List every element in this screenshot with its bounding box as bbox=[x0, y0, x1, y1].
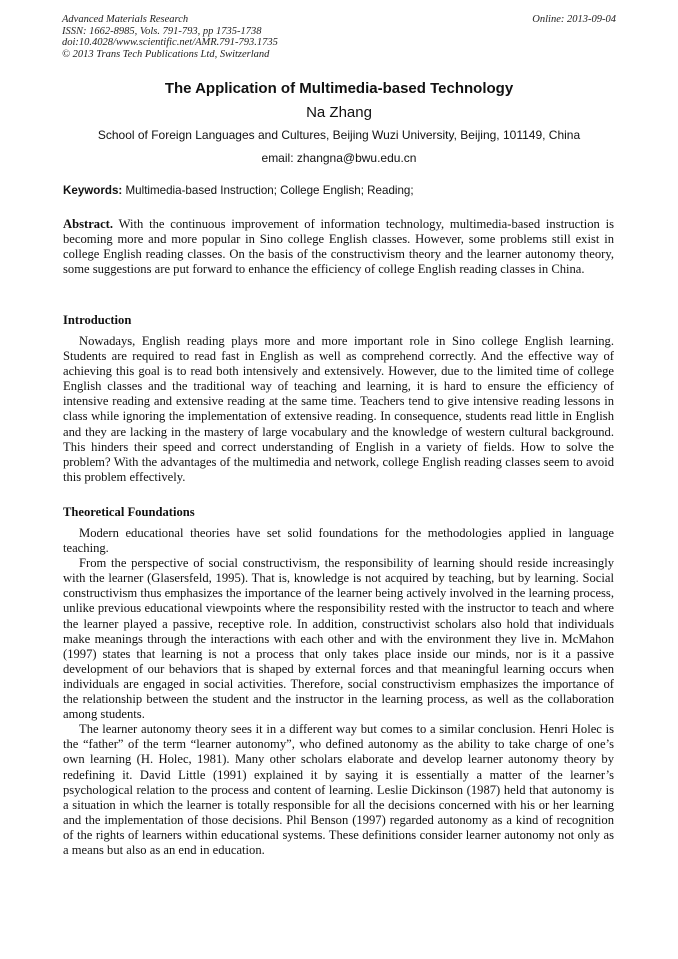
introduction-paragraph: Nowadays, English reading plays more and more important role in Sino college English learning. Students are required to read fast in English as well as comprehend correctly. And the effective way of achieving this goal is to read both intensively and extensively. However, due to the limited time of college English classes and the traditional way of teaching and learning, it is hard to ensure the efficiency of intensive reading and extensive reading at the same time. Teachers tend to give intensive reading lessons in class while ignoring the implementation of extensive reading. In consequence, students read little in English and they are lacking in the mastery of large vocabulary and the knowledge of western cultural background. This hinders their speed and correct understanding of English in a variety of fields. How to solve the problem? With the advantages of the multimedia and network, college English reading classes seem to avoid this problem effectively. bbox=[63, 334, 614, 484]
online-date: Online: 2013-09-04 bbox=[532, 14, 616, 25]
theory-paragraph-2: From the perspective of social constructivism, the responsibility of learning should reside increasingly with the learner (Glasersfeld, 1995). That is, knowledge is not acquired by teaching, but by learning. Social constructivism thus emphasizes the importance of the learner being actively involved in the learning process, unlike previous educational viewpoints where the responsibility rested with the instructor to teach and where the learner played a passive, receptive role. In addition, constructivist scholars also hold that individuals make meanings through the interactions with each other and with the environment they live in. McMahon (1997) states that learning is not a process that only takes place inside our minds, nor is it a passive development of our behaviors that is shaped by external forces and that meaningful learning occurs when individuals are engaged in social activities. Therefore, social constructivism emphasizes the importance of the relationship between the student and the instructor in the learning process, as well as the collaboration among students. bbox=[63, 556, 614, 722]
issn-line: ISSN: 1662-8985, Vols. 791-793, pp 1735-1738 bbox=[62, 25, 262, 37]
abstract bbox=[63, 217, 614, 277]
journal-name: Advanced Materials Research bbox=[62, 14, 189, 25]
keywords-text: Multimedia-based Instruction; College English; Reading; bbox=[125, 184, 414, 197]
theory-section bbox=[63, 526, 614, 858]
abstract-label: Abstract. bbox=[63, 217, 114, 231]
journal-header bbox=[62, 14, 616, 60]
abstract-text: With the continuous improvement of information technology, multimedia-based instruction is becoming more and more popular in Sino college English classes. However, some problems still exist in college English reading classes. On the basis of the constructivism theory and the learner autonomy theory, some suggestions are put forward to enhance the efficiency of college English reading classes in China. bbox=[63, 217, 614, 277]
keywords-label: Keywords: bbox=[63, 184, 123, 197]
keywords bbox=[63, 184, 615, 198]
author-email: email: zhangna@bwu.edu.cn bbox=[261, 151, 417, 165]
doi-line: doi:10.4028/www.scientific.net/AMR.791-793.1735 bbox=[62, 37, 278, 49]
author-affiliation: School of Foreign Languages and Cultures, Beijing Wuzi University, Beijing, 101149, China bbox=[97, 128, 581, 142]
introduction-heading: Introduction bbox=[63, 313, 132, 327]
author-name: Na Zhang bbox=[306, 104, 372, 121]
copyright-line: © 2013 Trans Tech Publications Ltd, Switzerland bbox=[62, 48, 270, 60]
theory-paragraph-3: The learner autonomy theory sees it in a different way but comes to a similar conclusion. Henri Holec is the “father” of the term “learner autonomy”, who defined autonomy as the ability to take charge of one’s own learning (H. Holec, 1981). Many other scholars elaborate and develop learner autonomy theory by redefining it. David Little (1991) explained it by saying it is essentially a matter of the learner’s psychological relation to the process and content of learning. Leslie Dickinson (1987) held that autonomy is a situation in which the learner is totally responsible for all the decisions concerned with his or her learning and the implementation of those decisions. Phil Benson (1997) regarded autonomy as a kind of recognition of the rights of learners within educational systems. These definitions consider learner autonomy not only as a means but also as an end in education. bbox=[63, 722, 614, 857]
introduction-section bbox=[63, 334, 614, 485]
theory-paragraph-1: Modern educational theories have set solid foundations for the methodologies applied in language teaching. bbox=[63, 526, 614, 556]
paper-title: The Application of Multimedia-based Technology bbox=[164, 80, 514, 97]
theory-heading: Theoretical Foundations bbox=[63, 505, 195, 519]
